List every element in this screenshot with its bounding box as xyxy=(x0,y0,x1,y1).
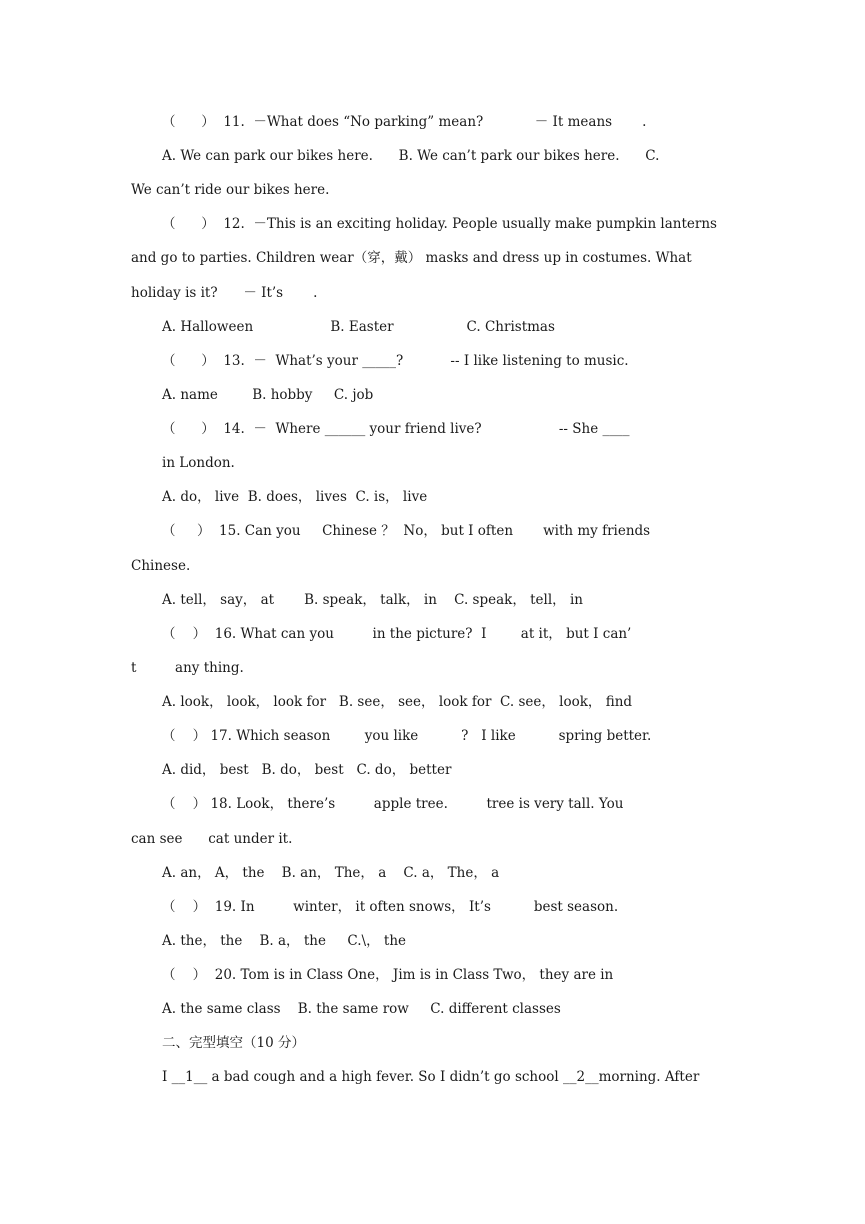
question-12-options: A. Halloween B. Easter C. Christmas xyxy=(162,319,555,335)
question-16-stem-cont: t any thing. xyxy=(131,660,244,676)
question-11-options: A. We can park our bikes here. B. We can’t park our bikes here. C. xyxy=(162,148,660,164)
question-13-stem: （ ） 13. － What’s your _____? -- I like listening to music. xyxy=(162,353,629,369)
question-18-stem: （ ） 18. Look， there’s apple tree. tree is very tall. You xyxy=(162,796,624,812)
question-14-stem-cont: in London. xyxy=(162,455,235,471)
question-20-options: A. the same class B. the same row C. different classes xyxy=(162,1001,561,1017)
question-12-stem-end: holiday is it? － It’s . xyxy=(131,285,318,301)
question-18-stem-cont: can see cat under it. xyxy=(131,831,293,847)
question-19-options: A. the， the B. a， the C.\， the xyxy=(162,933,407,949)
question-18-options: A. an， A， the B. an， The， a C. a， The， a xyxy=(162,865,500,881)
question-19-stem: （ ） 19. In winter， it often snows， It’s best season. xyxy=(162,899,619,915)
question-11-stem: （ ） 11. －What does “No parking” mean? － It means . xyxy=(162,114,647,130)
question-12-stem-cont: and go to parties. Children wear（穿，戴） masks and dress up in costumes. What xyxy=(131,250,692,266)
question-16-options: A. look， look， look for B. see， see， look for C. see， look， find xyxy=(162,694,633,710)
question-12-stem: （ ） 12. －This is an exciting holiday. People usually make pumpkin lanterns xyxy=(162,216,717,232)
question-16-stem: （ ） 16. What can you in the picture? I at it， but I can’ xyxy=(162,626,632,642)
question-13-options: A. name B. hobby C. job xyxy=(162,387,374,403)
question-11-options-cont: We can’t ride our bikes here. xyxy=(131,182,330,198)
question-14-options: A. do， live B. does， lives C. is， live xyxy=(162,489,428,505)
question-20-stem: （ ） 20. Tom is in Class One， Jim is in Class Two， they are in xyxy=(162,967,614,983)
question-15-stem: （ ） 15. Can you Chinese ？ No， but I often with my friends xyxy=(162,523,651,539)
question-15-options: A. tell， say， at B. speak， talk， in C. speak， tell， in xyxy=(162,592,583,608)
question-14-stem: （ ） 14. － Where ______ your friend live? -- She ____ xyxy=(162,421,630,437)
passage-first-line: I __1__ a bad cough and a high fever. So I didn’t go school __2__morning. After xyxy=(162,1069,700,1085)
question-15-stem-cont: Chinese. xyxy=(131,558,191,574)
question-17-stem: （ ） 17. Which season you like ? I like spring better. xyxy=(162,728,652,744)
question-17-options: A. did， best B. do， best C. do， better xyxy=(162,762,452,778)
section-title: 二、完型填空（10 分） xyxy=(162,1035,305,1051)
